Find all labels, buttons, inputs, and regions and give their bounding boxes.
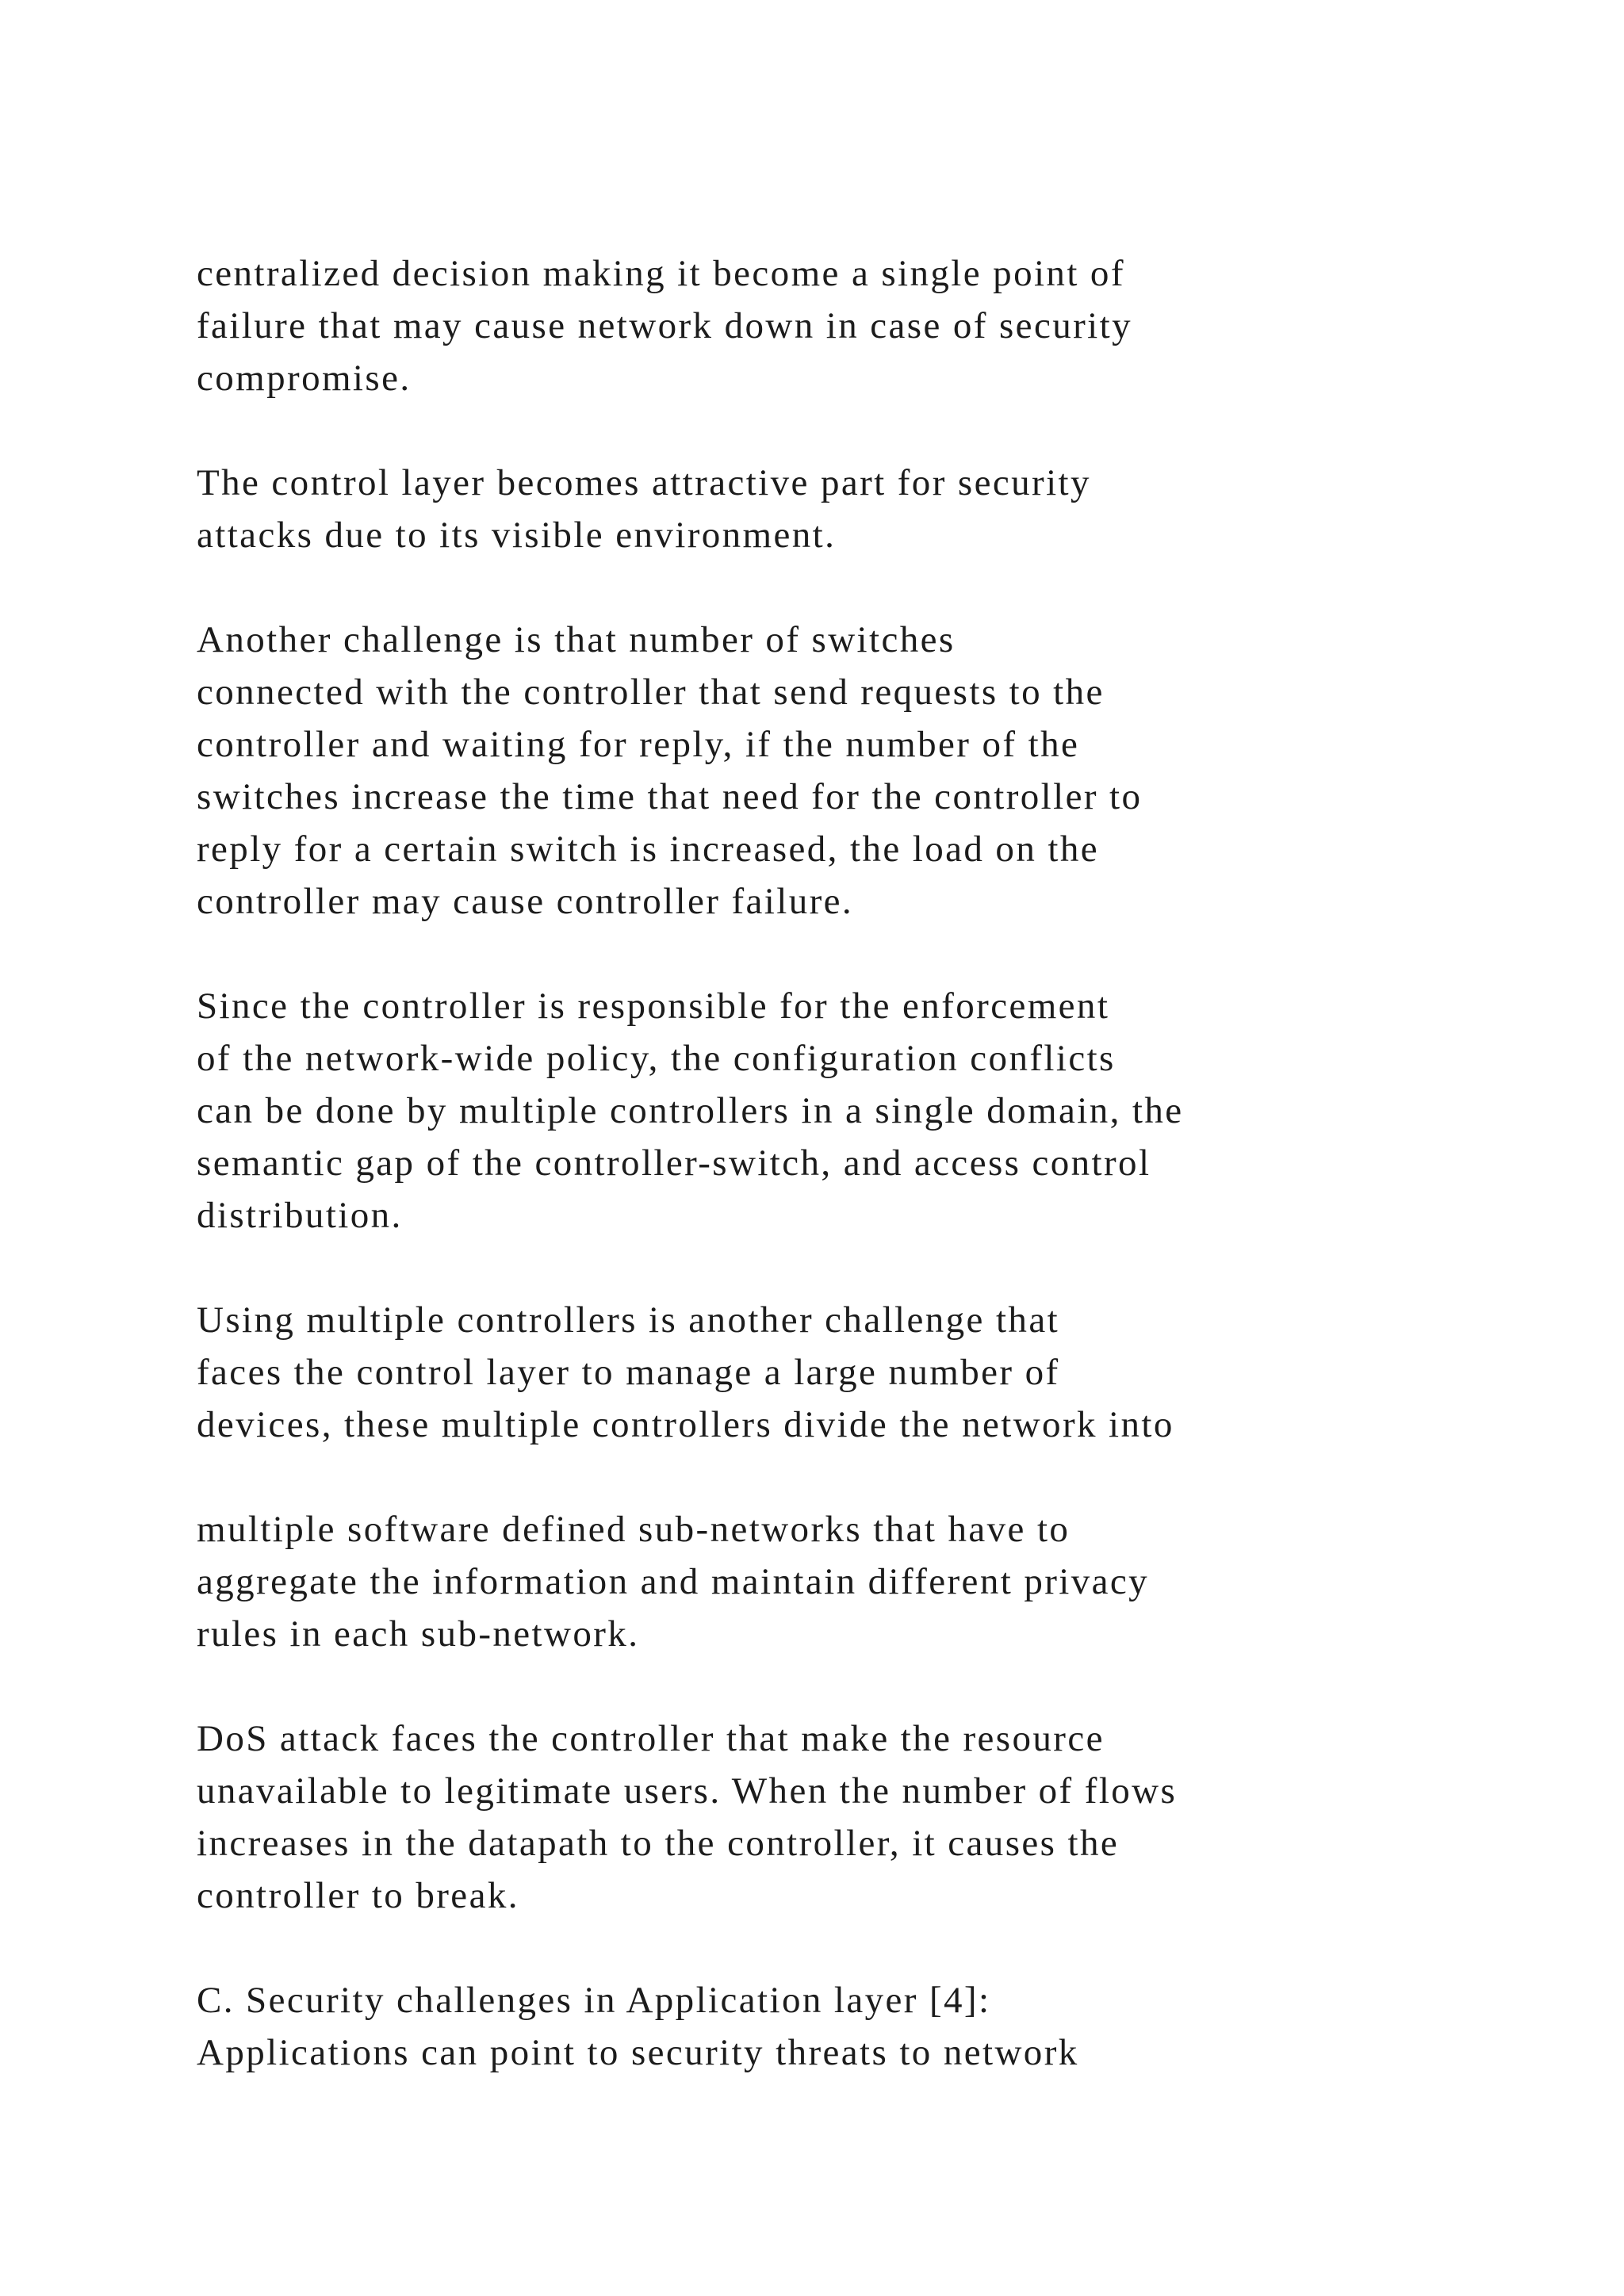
section-heading: C. Security challenges in Application layer [4]:	[197, 1980, 991, 2021]
blank-line	[197, 404, 1592, 457]
text-line: of the network-wide policy, the configuration conflicts	[197, 1038, 1116, 1079]
blank-line	[197, 561, 1592, 614]
text-line: compromise.	[197, 358, 412, 399]
blank-line	[197, 1451, 1592, 1503]
blank-line	[197, 1660, 1592, 1712]
text-line: increases in the datapath to the controller, it causes the	[197, 1823, 1120, 1864]
text-line: aggregate the information and maintain different privacy	[197, 1561, 1150, 1602]
blank-line	[197, 1922, 1592, 1974]
text-line: multiple software defined sub-networks that have to	[197, 1509, 1071, 1550]
text-line: devices, these multiple controllers divide the network into	[197, 1404, 1174, 1445]
text-line: Applications can point to security threats to network	[197, 2032, 1079, 2073]
text-line: controller and waiting for reply, if the number of the	[197, 724, 1080, 765]
text-line: centralized decision making it become a single point of	[197, 253, 1125, 294]
text-line: distribution.	[197, 1195, 403, 1236]
text-line: semantic gap of the controller-switch, and access control	[197, 1142, 1151, 1184]
text-line: rules in each sub-network.	[197, 1613, 640, 1655]
text-line: unavailable to legitimate users. When the number of flows	[197, 1770, 1178, 1812]
text-line: The control layer becomes attractive part for security	[197, 462, 1091, 503]
text-line: Another challenge is that number of switches	[197, 619, 956, 660]
body-text	[197, 247, 1592, 2079]
text-line: controller to break.	[197, 1875, 519, 1916]
text-line: failure that may cause network down in case of security	[197, 305, 1132, 346]
text-line: controller may cause controller failure.	[197, 881, 854, 922]
text-line: connected with the controller that send requests to the	[197, 672, 1105, 713]
text-line: DoS attack faces the controller that make the resource	[197, 1718, 1105, 1759]
text-line: switches increase the time that need for the controller to	[197, 776, 1143, 817]
text-line: attacks due to its visible environment.	[197, 515, 837, 556]
text-line: reply for a certain switch is increased, the load on the	[197, 828, 1099, 870]
text-line: Using multiple controllers is another challenge that	[197, 1299, 1060, 1341]
blank-line	[197, 1242, 1592, 1294]
text-line: Since the controller is responsible for the enforcement	[197, 985, 1110, 1027]
text-line: faces the control layer to manage a large number of	[197, 1352, 1060, 1393]
blank-line	[197, 928, 1592, 980]
text-line: can be done by multiple controllers in a single domain, the	[197, 1090, 1184, 1131]
